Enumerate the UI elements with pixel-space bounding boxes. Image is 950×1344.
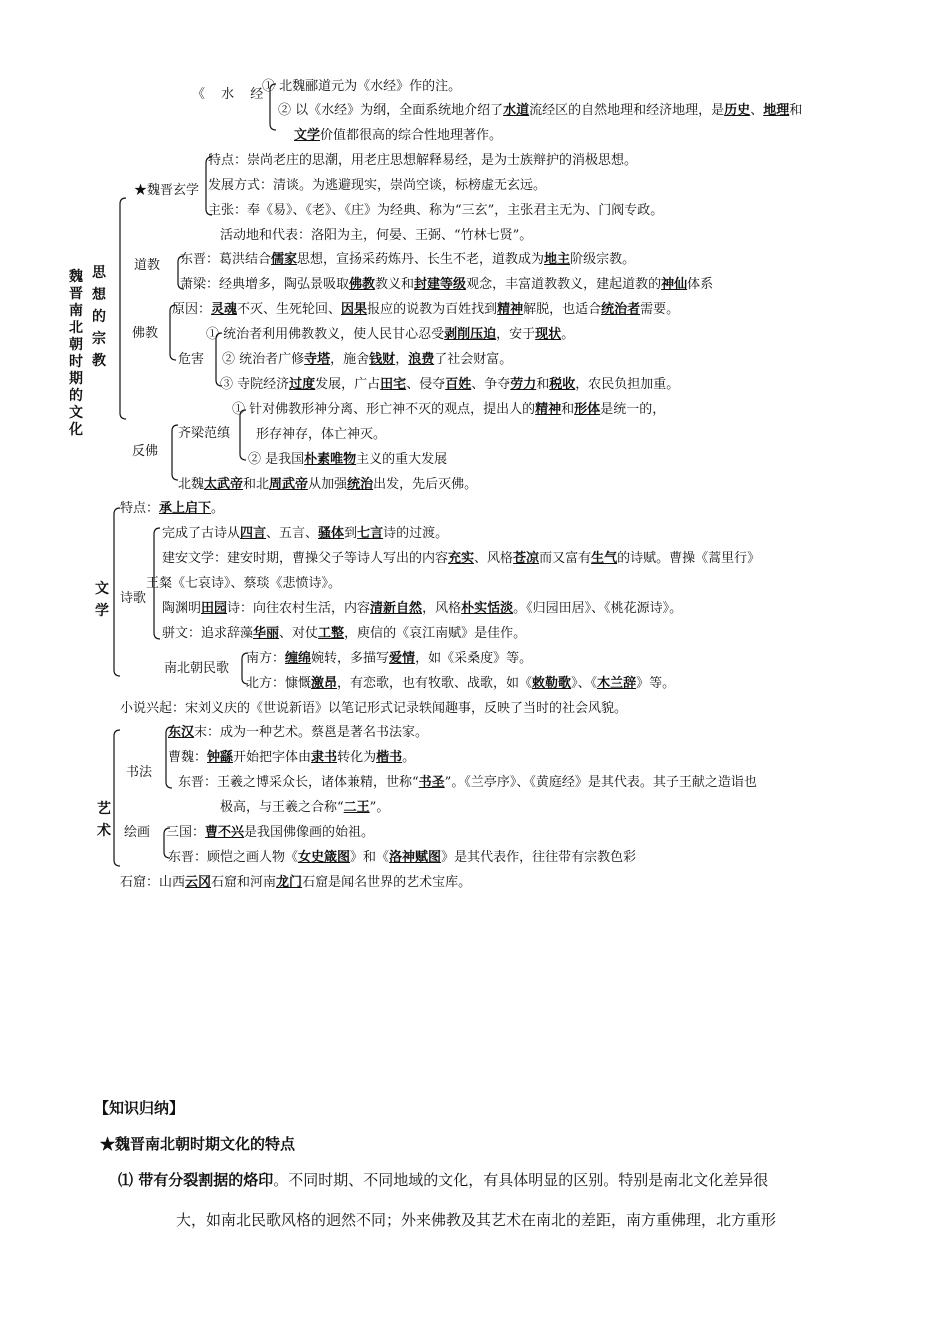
fanfo-line-1: ① 针对佛教形神分离、形亡神不灭的观点，提出人的精神和形体是统一的，	[232, 402, 666, 417]
fanfo-label: 反佛	[132, 444, 159, 459]
fojiao-harm-3: ③ 寺院经济过度发展，广占田宅、侵夺百姓、争夺劳力和税收，农民负担加重。	[220, 377, 680, 392]
minge-north: 北方：慷慨激昂，有恋歌，也有牧歌、战歌，如《敕勒歌》、《木兰辞》等。	[246, 676, 676, 691]
huihua-line-2: 东晋：顾恺之画人物《女史箴图》和《洛神赋图》是其代表作，往往带有宗教色彩	[168, 850, 637, 865]
shufa-line-4: 极高，与王羲之合称“二王”。	[220, 800, 390, 815]
fanfo-line-4: 北魏太武帝和北周武帝从加强统治出发，先后灭佛。	[178, 477, 478, 492]
xuanxue-line-2: 发展方式：清谈。为逃避现实，崇尚空谈，标榜虚无玄远。	[208, 178, 547, 193]
daojiao-line-1: 东晋：葛洪结合儒家思想，宣扬采药炼丹、长生不老，道教成为地主阶级宗教。	[180, 252, 636, 267]
summary-paragraph-1: ⑴ 带有分裂割据的烙印。不同时期、不同地域的文化，有具体明显的区别。特别是南北文化差异很	[118, 1171, 769, 1189]
shuijing-line-1: ① 北魏郦道元为《水经》作的注。	[262, 79, 462, 94]
yishu-label: 艺术	[97, 801, 111, 839]
huihua-label: 绘画	[124, 825, 151, 840]
fojiao-harm-2: ② 统治者广修寺塔，施舍钱财，浪费了社会财富。	[222, 352, 513, 367]
shiku-line: 石窟：山西云冈石窟和河南龙门石窟是闻名世界的艺术宝库。	[120, 875, 472, 890]
shufa-line-1: 东汉末：成为一种艺术。蔡邕是著名书法家。	[168, 725, 429, 740]
shige-line-4: 陶渊明田园诗：向往农村生活，内容清新自然，风格朴实恬淡。《归园田居》、《桃花源诗》。	[162, 601, 683, 616]
xiaoshuo-line: 小说兴起：宋刘义庆的《世说新语》以笔记形式记录轶闻趣事，反映了当时的社会风貌。	[120, 701, 628, 716]
wenxue-label: 文学	[95, 581, 109, 619]
summary-subheading: ★魏晋南北朝时期文化的特点	[100, 1135, 296, 1153]
shufa-line-2: 曹魏：钟繇开始把字体由隶书转化为楷书。	[168, 750, 416, 765]
shige-line-5: 骈文：追求辞藻华丽、对仗工整，庾信的《哀江南赋》是佳作。	[162, 626, 527, 641]
minge-south: 南方：缠绵婉转，多描写爱情，如《采桑度》等。	[246, 651, 533, 666]
daojiao-line-2: 萧梁：经典增多，陶弘景吸取佛教教义和封建等级观念，丰富道教教义，建起道教的神仙体系	[180, 277, 714, 292]
summary-heading: 【知识归纳】	[94, 1099, 185, 1117]
daojiao-label: 道教	[134, 258, 161, 273]
fojiao-label: 佛教	[132, 326, 159, 341]
huihua-line-1: 三国：曹不兴是我国佛像画的始祖。	[166, 825, 375, 840]
fojiao-harm-1: ① 统治者利用佛教教义，使人民甘心忍受剥削压迫，安于现状。	[206, 327, 575, 342]
xuanxue-line-4: 活动地和代表：洛阳为主，何晏、王弼、“竹林七贤”。	[220, 228, 533, 243]
minge-label: 南北朝民歌	[164, 661, 230, 676]
sixiang-label: 思想的宗教	[92, 265, 106, 369]
shige-line-3: 王粲《七哀诗》、蔡琰《悲愤诗》。	[146, 576, 342, 591]
main-title: 魏晋南北朝时期的文化	[69, 269, 83, 438]
xuanxue-line-1: 特点：崇尚老庄的思潮，用老庄思想解释易经，是为士族辩护的消极思想。	[208, 153, 638, 168]
shige-line-1: 完成了古诗从四言、五言、骚体到七言诗的过渡。	[162, 526, 449, 541]
fojiao-harm-label: 危害	[178, 352, 205, 367]
fanfo-fanzhen: 齐梁范缜	[178, 426, 231, 441]
fanfo-line-3: ② 是我国朴素唯物主义的重大发展	[248, 452, 448, 467]
shige-line-2: 建安文学：建安时期，曹操父子等诗人写出的内容充实、风格苍凉而又富有生气的诗赋。曹操《蒿里行》	[162, 551, 761, 566]
shuijing-line-2: ② 以《水经》为纲，全面系统地介绍了水道流经区的自然地理和经济地理，是历史、地理和	[278, 103, 803, 118]
shufa-label: 书法	[126, 765, 153, 780]
fanfo-line-2: 形存神存，体亡神灭。	[256, 427, 387, 442]
fojiao-reason: 原因：灵魂不灭、生死轮回、因果报应的说教为百姓找到精神解脱，也适合统治者需要。	[172, 302, 680, 317]
xuanxue-label: ★魏晋玄学	[134, 183, 200, 198]
shufa-line-3: 东晋：王羲之博采众长，诸体兼精，世称“书圣”。《兰亭序》、《黄庭经》是其代表。其子王献之造诣也	[178, 775, 757, 790]
xuanxue-line-3: 主张：奉《易》、《老》、《庄》为经典、称为“三玄”，主张君主无为、门阀专政。	[208, 203, 664, 218]
shuijing-line-3: 文学价值都很高的综合性地理著作。	[294, 128, 503, 143]
summary-paragraph-2: 大，如南北民歌风格的迥然不同；外来佛教及其艺术在南北的差距，南方重佛理，北方重形	[176, 1211, 777, 1229]
wenxue-tedian: 特点：承上启下。	[120, 501, 225, 516]
shige-label: 诗歌	[120, 591, 147, 606]
shuijing-label: 《 水 经	[192, 87, 270, 102]
